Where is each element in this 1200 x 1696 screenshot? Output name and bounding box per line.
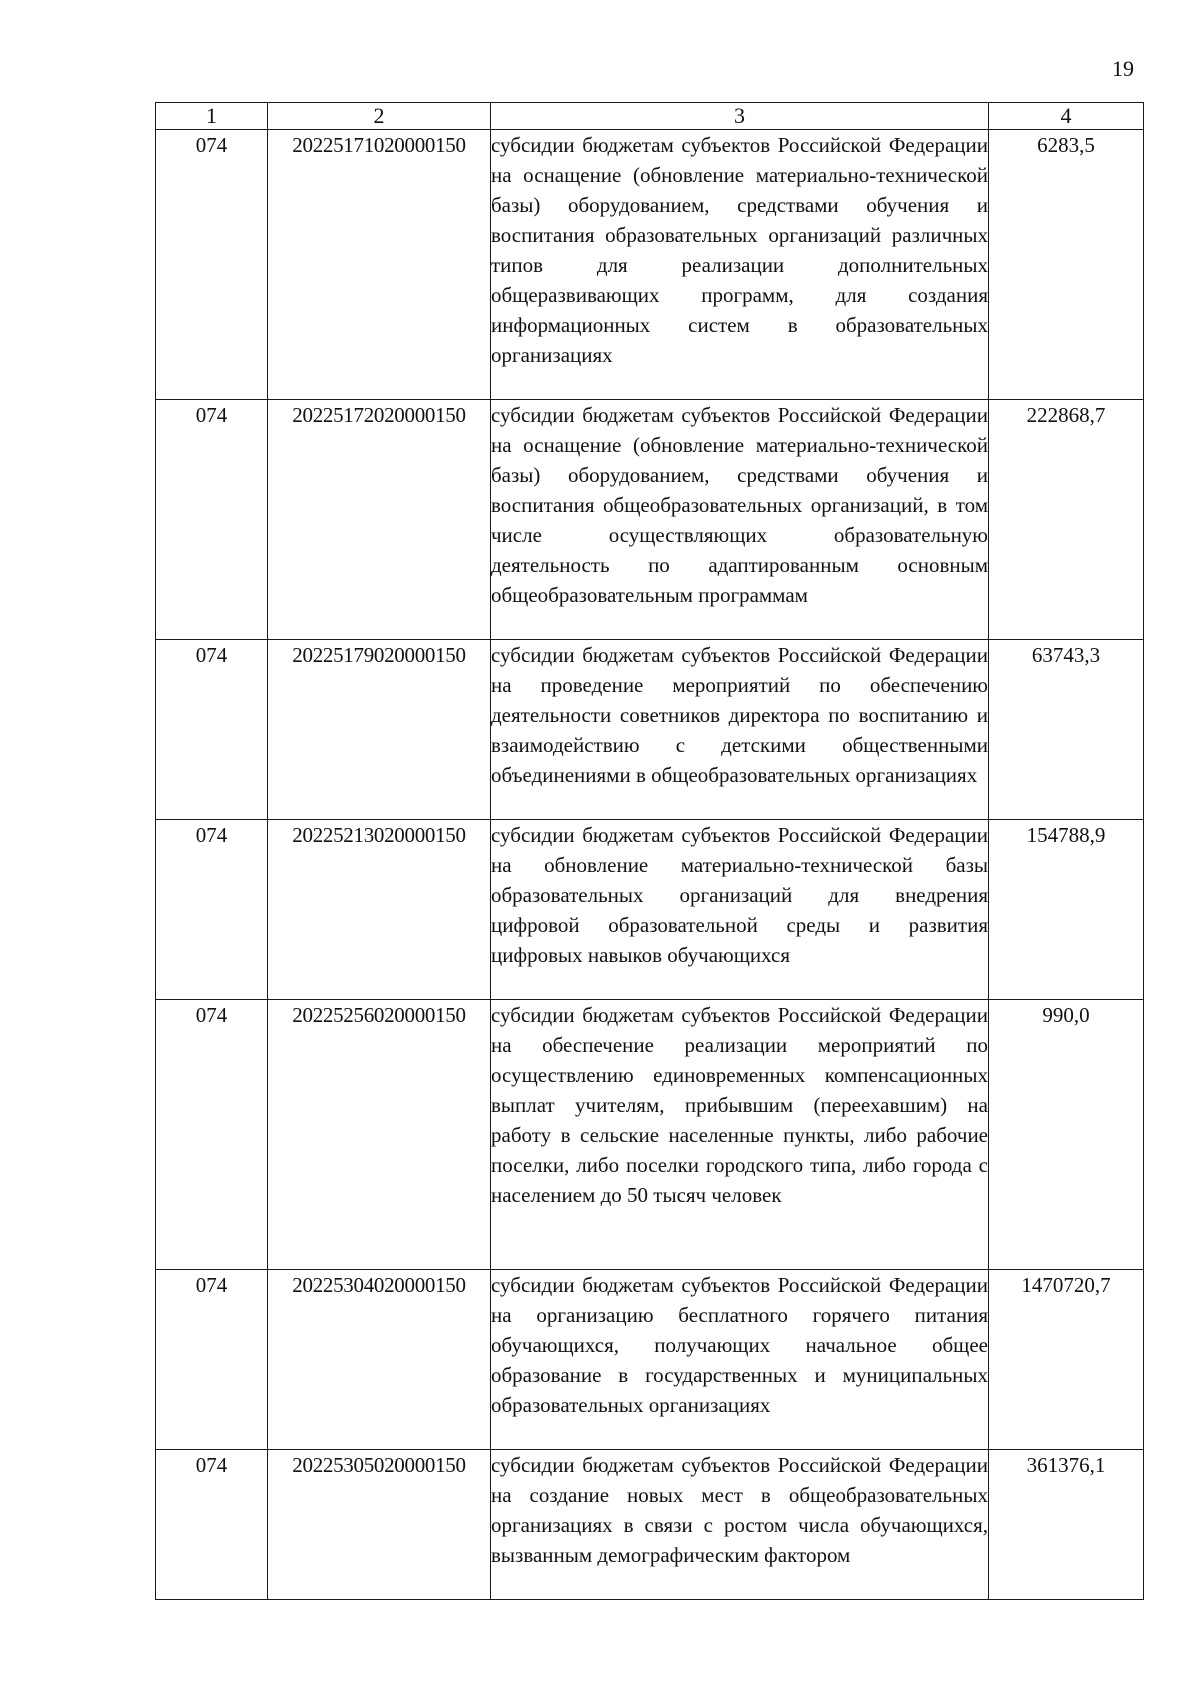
admin-code-cell: 074 [156, 400, 268, 640]
header-col-2: 2 [268, 103, 491, 130]
admin-code-cell: 074 [156, 820, 268, 1000]
description-cell: субсидии бюджетам субъектов Российской Федерации на организацию бесплатного горячего питания обучающихся, получающих начальное общее образование в государственных и муниципальных образовательных организациях [491, 1270, 989, 1450]
table-header-row [156, 103, 1144, 130]
amount-cell: 1470720,7 [989, 1270, 1144, 1450]
amount-cell: 154788,9 [989, 820, 1144, 1000]
table-row [156, 1450, 1144, 1600]
table-row [156, 640, 1144, 820]
admin-code-cell: 074 [156, 1450, 268, 1600]
description-cell: субсидии бюджетам субъектов Российской Федерации на обновление материально-технической базы образовательных организаций для внедрения цифровой образовательной среды и развития цифровых навыков обучающихся [491, 820, 989, 1000]
amount-cell: 222868,7 [989, 400, 1144, 640]
budget-code-cell: 20225213020000150 [268, 820, 491, 1000]
amount-cell: 63743,3 [989, 640, 1144, 820]
table-row [156, 1000, 1144, 1270]
table-row [156, 130, 1144, 400]
description-cell: субсидии бюджетам субъектов Российской Федерации на создание новых мест в общеобразовательных организациях в связи с ростом числа обучающихся, вызванным демографическим фактором [491, 1450, 989, 1600]
header-col-4: 4 [989, 103, 1144, 130]
description-cell: субсидии бюджетам субъектов Российской Федерации на проведение мероприятий по обеспечению деятельности советников директора по воспитанию и взаимодействию с детскими общественными объединениями в общеобразовательных организациях [491, 640, 989, 820]
budget-table [155, 102, 1144, 1600]
admin-code-cell: 074 [156, 640, 268, 820]
table-row [156, 400, 1144, 640]
budget-code-cell: 20225171020000150 [268, 130, 491, 400]
amount-cell: 990,0 [989, 1000, 1144, 1270]
budget-code-cell: 20225305020000150 [268, 1450, 491, 1600]
amount-cell: 6283,5 [989, 130, 1144, 400]
description-cell: субсидии бюджетам субъектов Российской Федерации на обеспечение реализации мероприятий по осуществлению единовременных компенсационных выплат учителям, прибывшим (переехавшим) на работу в сельские населенные пункты, либо рабочие поселки, либо поселки городского типа, либо города с населением до 50 тысяч человек [491, 1000, 989, 1270]
budget-code-cell: 20225172020000150 [268, 400, 491, 640]
header-col-3: 3 [491, 103, 989, 130]
admin-code-cell: 074 [156, 1270, 268, 1450]
table-row [156, 1270, 1144, 1450]
description-cell: субсидии бюджетам субъектов Российской Федерации на оснащение (обновление материально-технической базы) оборудованием, средствами обучения и воспитания образовательных организаций различных типов для реализации дополнительных общеразвивающих программ, для создания информационных систем в образовательных организациях [491, 130, 989, 400]
amount-cell: 361376,1 [989, 1450, 1144, 1600]
description-cell: субсидии бюджетам субъектов Российской Федерации на оснащение (обновление материально-технической базы) оборудованием, средствами обучения и воспитания общеобразовательных организаций, в том числе осуществляющих образовательную деятельность по адаптированным основным общеобразовательным программам [491, 400, 989, 640]
admin-code-cell: 074 [156, 1000, 268, 1270]
budget-code-cell: 20225304020000150 [268, 1270, 491, 1450]
budget-code-cell: 20225179020000150 [268, 640, 491, 820]
admin-code-cell: 074 [156, 130, 268, 400]
budget-code-cell: 20225256020000150 [268, 1000, 491, 1270]
table-row [156, 820, 1144, 1000]
header-col-1: 1 [156, 103, 268, 130]
page-number: 19 [1112, 56, 1134, 81]
